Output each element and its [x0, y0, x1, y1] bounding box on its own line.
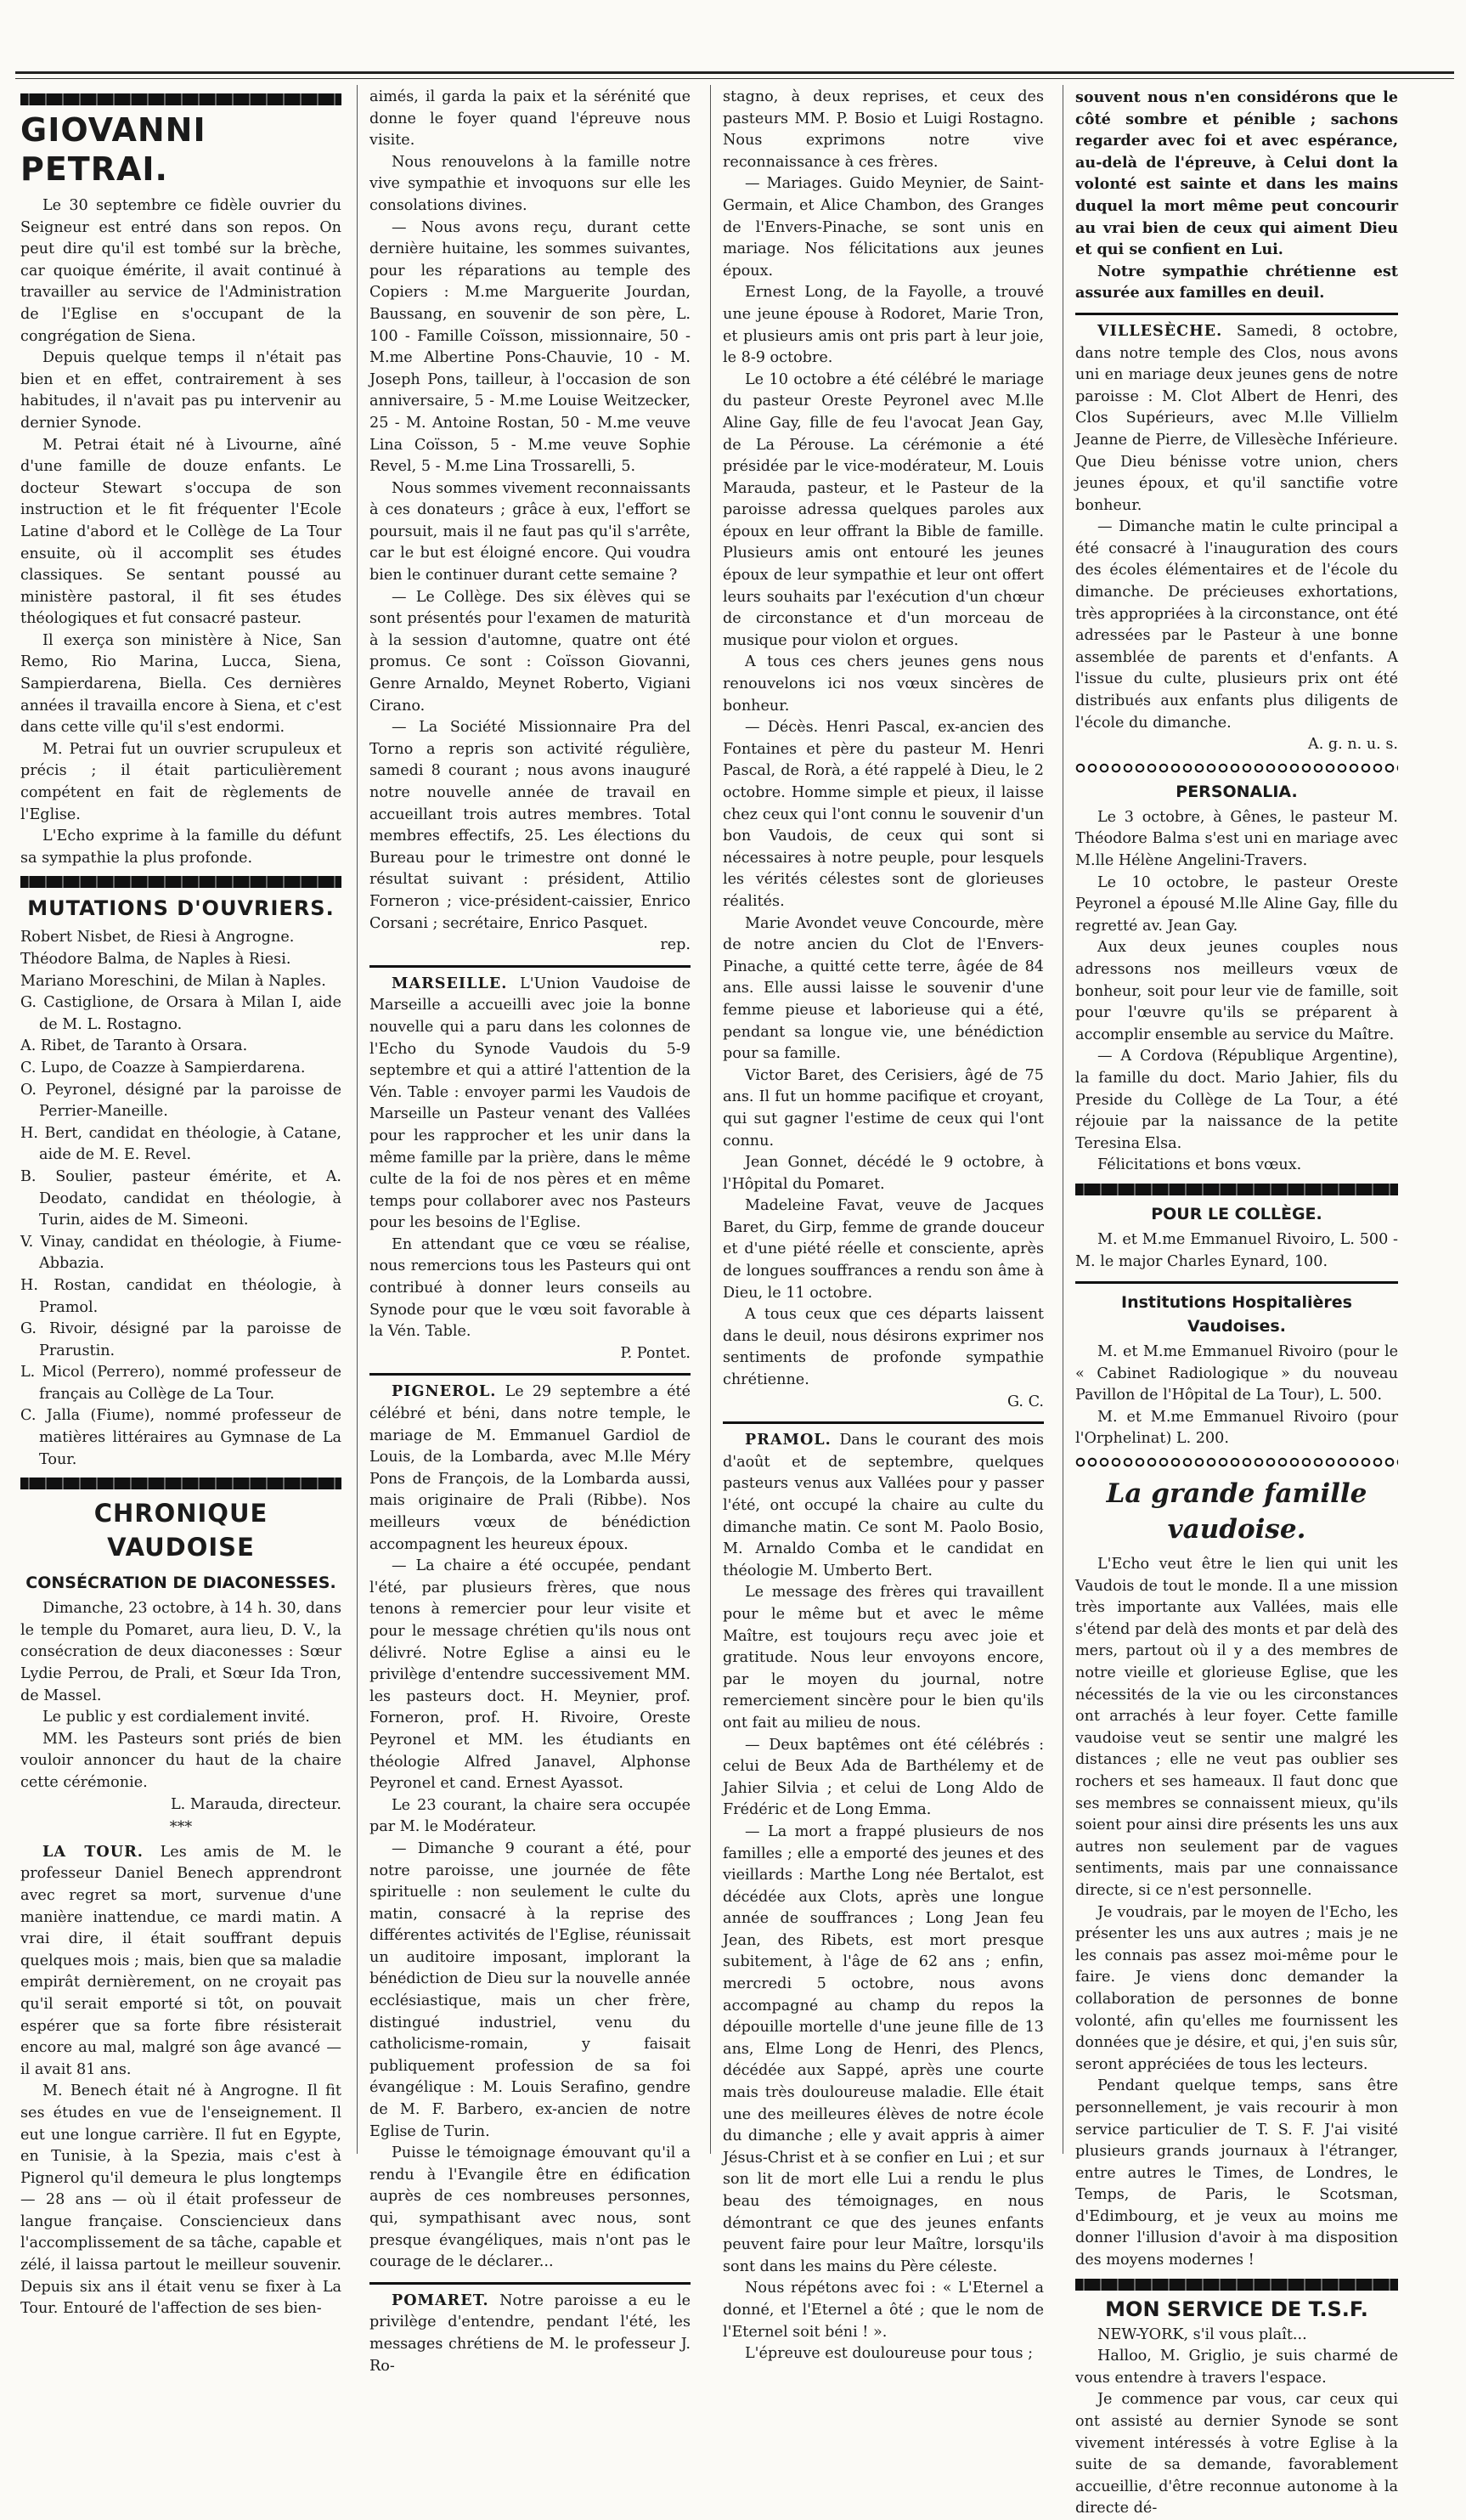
paragraph: Le 3 octobre, à Gênes, le pasteur M. Théodore Balma s'est uni en mariage avec M.lle Hélène Angelini-Travers.	[1075, 808, 1398, 869]
obituary-paragraph: Depuis quelque temps il n'était pas bien et en effet, contrairement à ses habitudes, il n'avait pas pu intervenir au dernier Synode.	[20, 349, 341, 432]
paragraph: Le 23 courant, la chaire sera occupée par M. le Modérateur.	[369, 1796, 691, 1836]
paragraph: Nous répétons avec foi : « L'Eternel a donné, et l'Eternel a ôté ; que le nom de l'Eternel soit béni ! ».	[723, 2280, 1044, 2341]
divider	[369, 1373, 691, 1376]
paragraph: L'Echo veut être le lien qui unit les Vaudois de tout le monde. Il a une mission très importante aux Vallées, mais elle s'étend par delà des monts et par delà des mers, partout où il y a des membres de notre vieille et glorieuse Eglise, que les nécessités de la vie ou les circonstances ont arrachés à leur foyer. Cette famille vaudoise veut se sentir une malgré les distances ; elle ne veut pas oublier ses rochers et ses hameaux. Il faut donc que ses membres se connaissent mieux, qu'ils soient pour ainsi dire présents les uns aux autres non seulement par de vagues sentiments, mais par une connaissance directe, si ce n'est personnelle.	[1075, 1556, 1398, 1899]
paragraph: — Le Collège. Des six élèves qui se sont présentés pour l'examen de maturità à la session d'automne, quatre ont été promus. Ce sont : Coïsson Giovanni, Genre Arnaldo, Meynet Roberto, Vigiani Cirano.	[369, 588, 691, 715]
paragraph: — La Société Missionnaire Pra del Torno a repris son activité régulière, samedi 8 courant ; nous avons inauguré notre nouvelle année de travail en accueillant trois autres membres. Total membres effectifs, 25. Les élections du Bureau pour le trimestre ont donné le résultat suivant : président, Attilio Forneron ; vice-président-caissier, Enrico Corsani ; secrétaire, Enrico Pasquet.	[369, 719, 691, 932]
paragraph: Notre paroisse a eu le privilège d'entendre, pendant l'été, les messages chrétiens de M. le professeur J. Ro-	[369, 2291, 691, 2375]
list-item: G. Rivoir, désigné par la paroisse de Prarustin.	[20, 1320, 341, 1359]
top-rule-thin	[15, 78, 1454, 79]
tsf-title: MON SERVICE DE T.S.F.	[1105, 2297, 1368, 2321]
paragraph: — La mort a frappé plusieurs de nos familles ; elle a emporté des jeunes et des vieillards : Marthe Long née Bertalot, est décédée aux Clots, après une longue année de souffrances ; Long Jean feu Jean, des Ribets, est mort presque subitement, à l'âge de 62 ans ; enfin, mercredi 5 octobre, nous avons accompagné au champ du repos la dépouille mortelle d'une jeune fille de 13 ans, Elme Long de Henri, des Plencs, décédée aux Sappé, après une courte mais très douloureuse maladie. Elle était une des meilleures élèves de notre école du dimanche ; elle y avait appris à aimer Jésus-Christ et à se confier en Lui ; et sur son lit de mort elle Lui a rendu le plus beau des témoignages, en nous démontrant ce que des jeunes enfants peuvent faire pour leur Maître, lorsqu'ils sont dans les mains du Père céleste.	[723, 1822, 1044, 2275]
place-heading: LA TOUR.	[42, 1842, 144, 1861]
column-2	[369, 87, 691, 2375]
paragraph: MM. les Pasteurs sont priés de bien vouloir annoncer du haut de la chaire cette cérémonie.	[20, 1730, 341, 1791]
obituary-title: GIOVANNI PETRAI.	[20, 111, 206, 188]
paragraph: M. et M.me Emmanuel Rivoiro (pour le « Cabinet Radiologique » du nouveau Pavillon de l'Hôpital de La Tour), L. 500.	[1075, 1343, 1398, 1404]
paragraph: — La chaire a été occupée, pendant l'été, par plusieurs frères, que nous tenons à remercier pour leur visite et pour le message chrétien qu'ils nous ont délivré. Notre Eglise a ainsi eu le privilège d'entendre successivement MM. les pasteurs doct. H. Meynier, prof. Forneron, prof. H. Rivoire, Oreste Peyronel et MM. les étudiants en théologie Alfred Janavel, Alphonse Peyronel et cand. Ernest Ayassot.	[369, 1557, 691, 1793]
star-separator: ***	[169, 1819, 193, 1837]
paragraph: Notre sympathie chrétienne est assurée aux familles en deuil.	[1075, 262, 1398, 302]
paragraph: Ernest Long, de la Fayolle, a trouvé une jeune épouse à Rodoret, Marie Tron, et plusieurs amis ont pris part à leur joie, le 8-9 octobre.	[723, 284, 1044, 367]
signature: P. Pontet.	[620, 1344, 691, 1362]
divider	[723, 1421, 1044, 1424]
section-ornament-bar	[20, 1478, 341, 1489]
college-title: POUR LE COLLÈGE.	[1151, 1204, 1322, 1223]
list-item: H. Bert, candidat en théologie, à Catane, aide de M. E. Revel.	[20, 1124, 341, 1164]
dotted-ornament	[1075, 763, 1398, 773]
personalia-title: PERSONALIA.	[1176, 782, 1298, 801]
paragraph: — A Cordova (République Argentine), la famille du doct. Mario Jahier, fils du Preside du Collège de La Tour, a été réjouie par la naissance de la petite Teresina Elsa.	[1075, 1048, 1398, 1152]
divider	[1075, 1281, 1398, 1284]
place-heading: VILLESÈCHE.	[1097, 321, 1223, 340]
paragraph: aimés, il garda la paix et la sérénité que donne le foyer quand l'épreuve nous visite.	[369, 88, 691, 150]
paragraph: M. et M.me Emmanuel Rivoiro (pour l'Orphelinat) L. 200.	[1075, 1408, 1398, 1448]
paragraph: Je commence par vous, car ceux qui ont assisté au dernier Synode se sont vivement intéressés à votre Eglise à la suite de sa demande, favorablement accueillie, d'être reconnue autonome à la directe dé-	[1075, 2391, 1398, 2517]
paragraph: stagno, à deux reprises, et ceux des pasteurs MM. P. Bosio et Luigi Rostagno. Nous exprimons notre vive reconnaissance à ces frères.	[723, 88, 1044, 171]
paragraph: Félicitations et bons vœux.	[1097, 1156, 1302, 1174]
hospital-title: Institutions Hospitalières Vaudoises.	[1121, 1293, 1352, 1336]
obituary-paragraph: Le 30 septembre ce fidèle ouvrier du Seigneur est entré dans son repos. On peut dire qu'il est tombé sur la brèche, car quoique émérite, il avait continué à travailler au service de l'Administration de l'Eglise en s'occupant de la congrégation de Siena.	[20, 197, 341, 345]
paragraph: A tous ceux que ces départs laissent dans le deuil, nous désirons exprimer nos sentiments de profonde sympathie chrétienne.	[723, 1306, 1044, 1389]
paragraph: — Nous avons reçu, durant cette dernière huitaine, les sommes suivantes, pour les réparations au temple des Copiers : M.me Marguerite Jourdan, Baussang, en souvenir de son père, L. 100 - Famille Coïsson, missionnaire, 50 - M.me Albertine Pons-Chauvie, 10 - M. Joseph Pons, tailleur, à l'occasion de son anniversaire, 5 - M.me Louise Weitzecker, 25 - M. Antoine Rostan, 50 - M.me veuve Lina Coïsson, 5 - M.me veuve Sophie Revel, 5 - M.me Lina Trossarelli, 5.	[369, 218, 691, 476]
paragraph: Dans le courant des mois d'août et de septembre, quelques pasteurs venus aux Vallées pour y passer l'été, ont occupé la chaire au culte du dimanche matin. Ce sont M. Paolo Bosio, M. Arnaldo Comba et le candidat en théologie M. Umberto Bert.	[723, 1432, 1045, 1579]
paragraph: Les amis de M. le professeur Daniel Benech apprendront avec regret sa mort, survenue d'une manière inattendue, ce mardi matin. A vrai dire, il était souffrant depuis quelques mois ; mais, bien que sa maladie empirât dernièrement, on ne croyait pas qu'il serait emporté si tôt, on pouvait espérer que sa forte fibre résisterait encore au mal, malgré son âge avancé — il avait 81 ans.	[20, 1843, 341, 2078]
signature: G. C.	[1006, 1393, 1044, 1410]
list-item: B. Soulier, pasteur émérite, et A. Deodato, candidat en théologie, à Turin, aides de M. Simeoni.	[20, 1167, 341, 1229]
paragraph: Nous sommes vivement reconnaissants à ces donateurs ; grâce à eux, l'effort se poursuit, mais il ne faut pas qu'il s'arrête, car le but est éloigné encore. Qui voudra bien le continuer durant cette semaine ?	[369, 479, 691, 585]
paragraph: A tous ces chers jeunes gens nous renouvelons ici nos vœux sincères de bonheur.	[723, 653, 1044, 715]
famille-title: La grande famille vaudoise.	[1106, 1478, 1367, 1545]
divider	[369, 2282, 691, 2285]
list-item: Mariano Moreschini, de Milan à Naples.	[20, 972, 326, 990]
top-rule	[15, 71, 1454, 74]
paragraph: souvent nous n'en considérons que le côté sombre et pénible ; sachons regarder avec foi et avec espérance, au-delà de l'épreuve, à Celui dont la volonté est sainte et dans les mains duquel la mort même peut concourir au vrai bien de ceux qui aiment Dieu et qui se confient en Lui.	[1075, 88, 1398, 259]
column-3	[723, 87, 1045, 2363]
list-item: C. Lupo, de Coazze à Sampierdarena.	[20, 1059, 306, 1076]
list-item: O. Peyronel, désigné par la paroisse de Perrier-Maneille.	[20, 1081, 341, 1121]
chronique-title: CHRONIQUE VAUDOISE	[93, 1499, 268, 1562]
column-divider	[357, 85, 358, 2154]
obituary-paragraph: M. Petrai fut un ouvrier scrupuleux et précis ; il était particulièrement compétent en fait de règlements de l'Eglise.	[20, 740, 341, 823]
dotted-ornament	[1075, 1457, 1398, 1467]
paragraph: L'Union Vaudoise de Marseille a accueilli avec joie la bonne nouvelle qui a paru dans les colonnes de l'Echo du Synode Vaudois du 5-9 septembre et qui a attiré l'attention de la Vén. Table : envoyer parmi les Vaudois de Marseille un Pasteur venant des Vallées pour les rapprocher et les unir dans la même famille par la prière, dans le même culte de la foi de nos pères et en même temps pour collaborer avec nos Pasteurs pour les besoins de l'Eglise.	[369, 975, 691, 1232]
list-item: Robert Nisbet, de Riesi à Angrogne.	[20, 929, 295, 946]
section-ornament-bar	[1075, 1184, 1398, 1195]
list-item: A. Ribet, de Taranto à Orsara.	[20, 1037, 248, 1055]
paragraph: Le 10 octobre, le pasteur Oreste Peyronel a épousé M.lle Aline Gay, fille du regretté av. Jean Gay.	[1075, 873, 1398, 935]
divider	[1075, 313, 1398, 315]
column-4	[1075, 87, 1398, 2517]
paragraph: — Décès. Henri Pascal, ex-ancien des Fontaines et père du pasteur M. Henri Pascal, de Rorà, a été rappelé à Dieu, le 2 octobre. Homme simple et pieux, il laisse chez ceux qui l'ont connu le souvenir d'un bon Vaudois, de ceux qui sont si nécessaires à notre peuple, pour lesquels les vérités célestes sont de glorieuses réalités.	[723, 719, 1044, 910]
paragraph: Le message des frères qui travaillent pour le même but et avec le même Maître, est toujours reçu avec joie et gratitude. Nous leur envoyons encore, par le moyen du journal, notre remerciement sincère pour le bien qu'ils ont fait au milieu de nous.	[723, 1584, 1044, 1732]
section-ornament-bar	[20, 93, 341, 105]
obituary-paragraph: M. Petrai était né à Livourne, aîné d'une famille de douze enfants. Le docteur Stewart s'occupa de son instruction et le fit fréquenter l'Ecole Latine d'abord et le Collège de La Tour ensuite, où il accomplit ses études classiques. Se sentant poussé au ministère pastoral, il fit ses études théologiques et fut consacré pasteur.	[20, 436, 341, 628]
place-heading: PIGNEROL.	[392, 1382, 497, 1401]
paragraph: NEW-YORK, s'il vous plaît...	[1097, 2325, 1307, 2343]
paragraph: Le 10 octobre a été célébré le mariage du pasteur Oreste Peyronel avec M.lle Aline Gay, fille de feu l'avocat Jean Gay, de La Pérouse. La cérémonie a été présidée par le vice-modérateur, M. Louis Marauda, pasteur, et le Pasteur de la paroisse adressa quelques paroles aux époux en leur offrant la Bible de famille. Plusieurs amis ont entouré les jeunes époux de leur sympathie et leur ont offert leurs souhaits par l'exécution d'un chœur de circonstance et d'un morceau de musique pour violon et orgues.	[723, 370, 1044, 649]
paragraph: Je voudrais, par le moyen de l'Echo, les présenter les uns aux autres ; mais je ne les connais pas assez moi-même pour le faire. Je viens donc demander la collaboration de personnes de bonne volonté, afin qu'elles me fournissent les données que je désire, et qui, j'en suis sûr, seront appréciées de tous les lecteurs.	[1075, 1903, 1398, 2073]
signature: L. Marauda, directeur.	[171, 1795, 341, 1813]
paragraph: L'épreuve est douloureuse pour tous ;	[745, 2345, 1034, 2363]
mutations-title: MUTATIONS D'OUVRIERS.	[27, 896, 335, 921]
paragraph: — Dimanche matin le culte principal a été consacré à l'inauguration des cours des écoles élémentaires et de l'école du dimanche. De précieuses exhortations, très appropriées à la circonstance, ont été adressées par le Pasteur à une bonne assemblée de parents et d'enfants. A l'issue du culte, plusieurs prix ont été distribués aux enfants plus diligents de l'école du dimanche.	[1075, 518, 1398, 732]
list-item: H. Rostan, candidat en théologie, à Pramol.	[20, 1276, 341, 1316]
paragraph: Le 29 septembre a été célébré et béni, dans notre temple, le mariage de M. Emmanuel Gardiol de Louis, de la Lombarda, avec M.lle Méry Pons de François, de la Lombarda aussi, mais originaire de Prali (Ribbe). Nos meilleurs vœux de bénédiction accompagnent les heureux époux.	[369, 1383, 691, 1553]
paragraph: Pendant quelque temps, sans être personnellement, je vais recourir à mon service particulier de T. S. F. J'ai visité plusieurs grands journaux à l'étranger, entre autres le Times, de Londres, le Temps, de Paris, le Scotsman, d'Edimbourg, et je veux au moins me donner l'illusion d'avoir à ma disposition des moyens modernes !	[1075, 2077, 1398, 2269]
paragraph: Marie Avondet veuve Concourde, mère de notre ancien du Clot de l'Envers-Pinache, a quitté cette terre, âgée de 84 ans. Elle aussi laisse le souvenir d'une femme pieuse et laborieuse qui a été, pendant sa longue vie, une bénédiction pour sa famille.	[723, 914, 1044, 1063]
place-heading: PRAMOL.	[745, 1431, 832, 1449]
obituary-paragraph: L'Echo exprime à la famille du défunt sa sympathie la plus profonde.	[20, 828, 341, 867]
signature: rep.	[660, 936, 691, 954]
paragraph: Jean Gonnet, décédé le 9 octobre, à l'Hôpital du Pomaret.	[723, 1154, 1044, 1193]
paragraph: — Dimanche 9 courant a été, pour notre paroisse, une journée de fête spirituelle : non seulement le culte du matin, consacré à la reprise des différentes activités de l'Eglise, réunissait un auditoire imposant, implorant la bénédiction de Dieu sur la nouvelle année ecclésiastique, mais un cher frère, distingué industriel, venu du catholicisme-romain, y faisait publiquement profession de sa foi évangélique : M. Louis Serafino, gendre de M. F. Barbero, ex-ancien de notre Eglise de Turin.	[369, 1839, 691, 2140]
signature: A. g. n. u. s.	[1308, 736, 1398, 754]
place-heading: POMARET.	[392, 2291, 489, 2309]
consecration-title: CONSÉCRATION DE DIACONESSES.	[25, 1574, 336, 1593]
paragraph: Puisse le témoignage émouvant qu'il a rendu à l'Evangile être en édification auprès de ces nombreuses personnes, qui, sympathisant avec nous, sont presque évangéliques, mais n'ont pas le courage de le déclarer...	[369, 2144, 691, 2271]
paragraph: Madeleine Favat, veuve de Jacques Baret, du Girp, femme de grande douceur et d'une piété réelle et consciente, après de longues souffrances a rendu son âme à Dieu, le 11 octobre.	[723, 1197, 1044, 1302]
mutations-list	[20, 927, 341, 1471]
paragraph: M. Benech était né à Angrogne. Il fit ses études en vue de l'enseignement. Il eut une longue carrière. Il fut en Egypte, en Tunisie, à la Spezia, mais c'est à Pignerol qu'il demeura le plus longtemps — 28 ans — où il était professeur de langue française. Consciencieux dans l'accomplissement de sa tâche, capable et zélé, il laissa partout le meilleur souvenir. Depuis six ans il était venu se fixer à La Tour. Entouré de l'affection de ses bien-	[20, 2082, 341, 2318]
paragraph: — Mariages. Guido Meynier, de Saint-Germain, et Alice Chambon, des Granges de l'Envers-Pinache, se sont unis en mariage. Nos félicitations aux jeunes époux.	[723, 175, 1044, 280]
divider	[369, 965, 691, 968]
section-ornament-bar	[20, 876, 341, 888]
paragraph: Halloo, M. Griglio, je suis charmé de vous entendre à travers l'espace.	[1075, 2348, 1398, 2387]
paragraph: Le public y est cordialement invité.	[42, 1709, 310, 1726]
obituary-paragraph: Il exerça son ministère à Nice, San Remo, Rio Marina, Lucca, Siena, Sampierdarena, Biella. Ces dernières années il travailla encore à Siena, et c'est dans cette ville qu'il s'est endormi.	[20, 631, 341, 737]
paragraph: — Deux baptêmes ont été célébrés : celui de Beux Ada de Barthélemy et de Jahier Silvia ; et celui de Long Aldo de Frédéric et de Long Emma.	[723, 1736, 1044, 1819]
column-1	[20, 87, 341, 2318]
place-heading: MARSEILLE.	[392, 974, 508, 992]
paragraph: En attendant que ce vœu se réalise, nous remercions tous les Pasteurs qui ont contribué à donner leurs conseils au Synode pour que le vœu soit favorable à la Vén. Table.	[369, 1235, 691, 1341]
paragraph: Dimanche, 23 octobre, à 14 h. 30, dans le temple du Pomaret, aura lieu, D. V., la consécration de deux diaconesses : Sœur Lydie Perrou, de Prali, et Sœur Ida Tron, de Massel.	[20, 1600, 341, 1704]
list-item: V. Vinay, candidat en théologie, à Fiume-Abbazia.	[20, 1233, 341, 1273]
paragraph: M. et M.me Emmanuel Rivoiro, L. 500 - M. le major Charles Eynard, 100.	[1075, 1230, 1398, 1270]
section-ornament-bar	[1075, 2279, 1398, 2291]
list-item: Théodore Balma, de Naples à Riesi.	[20, 951, 291, 968]
list-item: G. Castiglione, de Orsara à Milan I, aide de M. L. Rostagno.	[20, 994, 341, 1033]
paragraph: Samedi, 8 octobre, dans notre temple des Clos, nous avons uni en mariage deux jeunes gens de notre paroisse : M. Clot Albert de Henri, des Clos Supérieurs, avec M.lle Villielm Jeanne de Pierre, de Villesèche Inférieure. Que Dieu bénisse votre union, chers jeunes époux, et qu'il sanctifie votre bonheur.	[1075, 322, 1398, 514]
list-item: L. Micol (Perrero), nommé professeur de français au Collège de La Tour.	[20, 1364, 341, 1403]
list-item: C. Jalla (Fiume), nommé professeur de matières littéraires au Gymnase de La Tour.	[20, 1407, 341, 1468]
paragraph: Nous renouvelons à la famille notre vive sympathie et invoquons sur elle les consolations divines.	[369, 153, 691, 214]
column-divider	[710, 85, 711, 2154]
paragraph: Victor Baret, des Cerisiers, âgé de 75 ans. Il fut un homme pacifique et croyant, qui sut gagner l'estime de ceux qui l'ont connu.	[723, 1066, 1044, 1150]
paragraph: Aux deux jeunes couples nous adressons nos meilleurs vœux de bonheur, soit pour leur vie de famille, soit pour l'œuvre qu'ils se préparent à accomplir ensemble au service du Maître.	[1075, 939, 1398, 1043]
